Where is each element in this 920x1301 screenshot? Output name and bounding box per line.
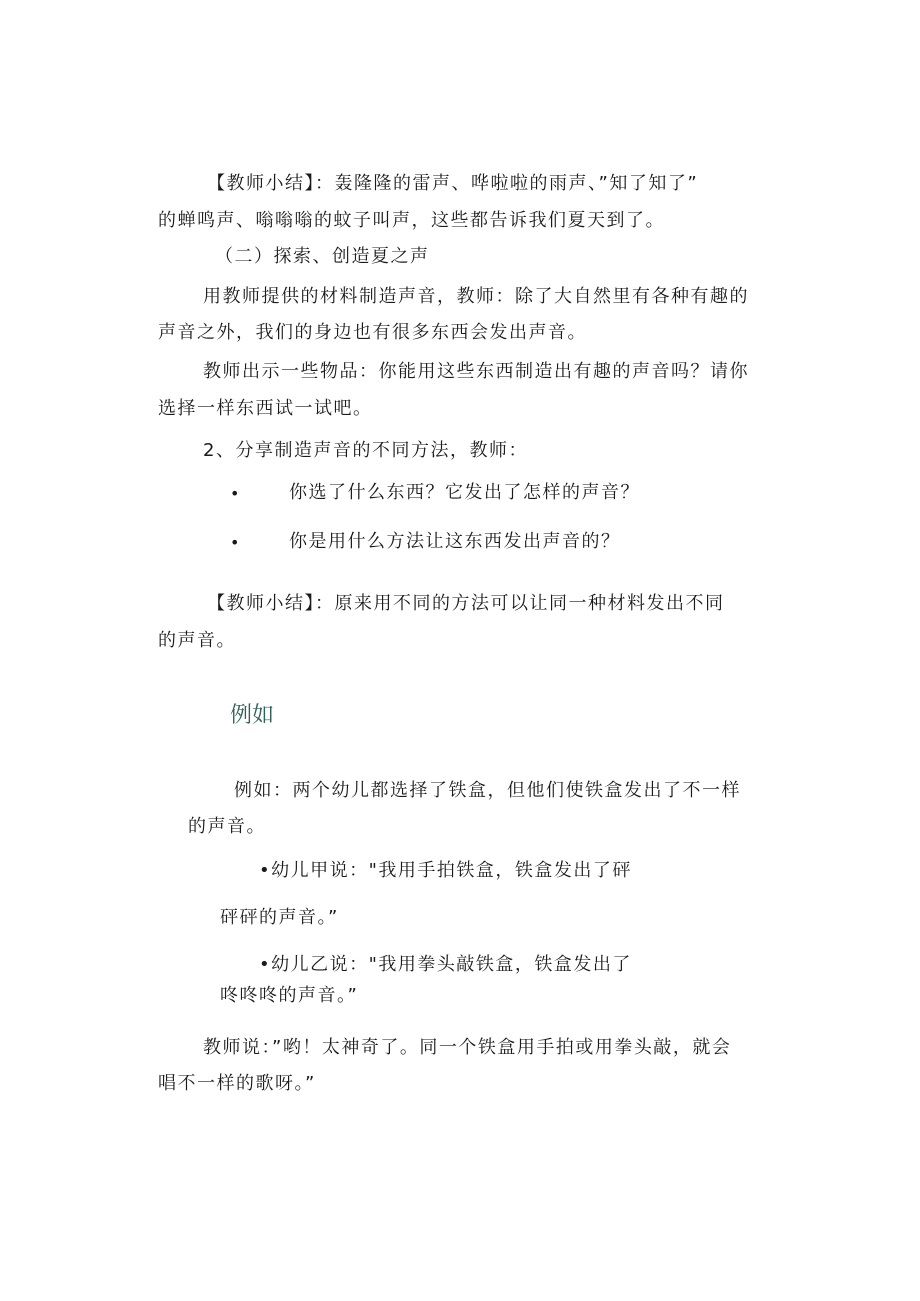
summary2-line2: 的声音。 — [158, 630, 236, 651]
teacher-says-line2: 唱不一样的歌呀。” — [158, 1073, 316, 1094]
para2-line1: 教师出示一些物品：你能用这些东西制造出有趣的声音吗？请你 — [203, 361, 749, 382]
question2-bullet: • — [230, 533, 240, 552]
para2-line2: 选择一样东西试一试吧。 — [158, 398, 373, 419]
question1-text: 你选了什么东西？它发出了怎样的声音？ — [289, 482, 640, 503]
example-line1: 例如：两个幼儿都选择了铁盒，但他们使铁盒发出了不一样 — [234, 780, 741, 801]
child-a-line2: 砰砰的声音。” — [220, 907, 339, 928]
example-line2: 的声音。 — [188, 816, 266, 837]
para1-line2: 声音之外，我们的身边也有很多东西会发出声音。 — [158, 322, 587, 343]
section2-title: （二）探索、创造夏之声 — [215, 246, 430, 267]
child-b-line1: •幼儿乙说："我用拳头敲铁盒，铁盒发出了 — [259, 954, 632, 975]
summary1-line1: 【教师小结】：轰隆隆的雷声、哗啦啦的雨声、”知了知了” — [207, 173, 699, 194]
child-a-line1: •幼儿甲说："我用手拍铁盒，铁盒发出了砰 — [259, 860, 632, 881]
question1-bullet: • — [230, 484, 240, 503]
summary2-line1: 【教师小结】：原来用不同的方法可以让同一种材料发出不同 — [207, 593, 725, 614]
summary1-line2: 的蝉鸣声、嗡嗡嗡的蚊子叫声，这些都告诉我们夏天到了。 — [158, 210, 665, 231]
step2-text: 2、分享制造声音的不同方法，教师： — [203, 440, 528, 461]
child-b-line2: 咚咚咚的声音。” — [220, 985, 359, 1006]
question2-text: 你是用什么方法让这东西发出声音的？ — [289, 531, 621, 552]
teacher-says-line1: 教师说：”哟！太神奇了。同一个铁盒用手拍或用拳头敲，就会 — [203, 1037, 732, 1058]
para1-line1: 用教师提供的材料制造声音，教师：除了大自然里有各种有趣的 — [203, 286, 749, 307]
example-heading: 例如 — [230, 703, 275, 728]
